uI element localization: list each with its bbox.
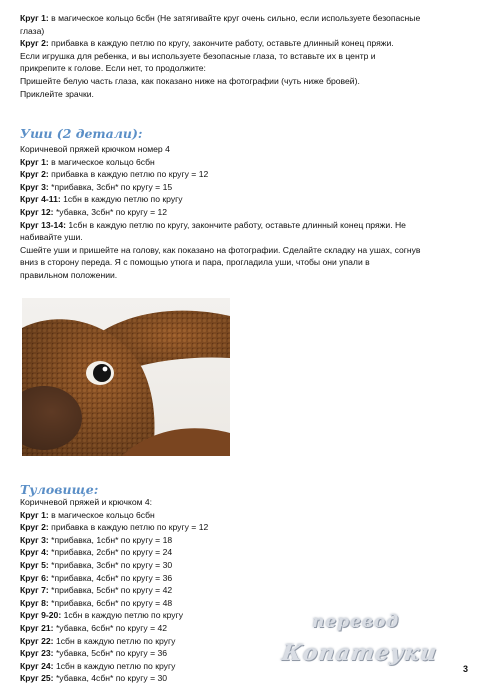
ears-paragraph: правильном положении. (20, 269, 118, 280)
ears-row: Круг 13-14: 1сбн в каждую петлю по кругу, закончите работу, оставьте длинный конец пряжи. Не (20, 219, 406, 230)
intro-line: Приклейте зрачки. (20, 88, 94, 99)
body-row: Круг 7: *прибавка, 5сбн* по кругу = 42 (20, 585, 173, 596)
body-row: Круг 2: прибавка в каждую петлю по кругу = 12 (20, 522, 209, 533)
body-row: Круг 6: *прибавка, 4сбн* по кругу = 36 (20, 572, 173, 583)
toy-ear-photo-drawing (22, 298, 230, 456)
intro-line: Если игрушка для ребенка, и вы используете безопасные глаза, то вставьте их в центр и (20, 50, 376, 61)
toy-ear-photo (22, 298, 230, 456)
ears-row: Круг 1: в магическое кольцо 6сбн (20, 156, 155, 167)
ears-row: Круг 12: *убавка, 3сбн* по кругу = 12 (20, 206, 168, 217)
ears-row: Круг 2: прибавка в каждую петлю по кругу = 12 (20, 169, 209, 180)
intro-block (20, 12, 475, 100)
body-row: Круг 22: 1сбн в каждую петлю по кругу (20, 635, 176, 646)
body-row: Круг 8: *прибавка, 6сбн* по кругу = 48 (20, 597, 173, 608)
body-row: Круг 23: *убавка, 5сбн* по кругу = 36 (20, 648, 168, 659)
body-subtitle: Коричневой пряжей и крючком 4: (20, 497, 153, 507)
ears-row: Круг 3: *прибавка, 3сбн* по кругу = 15 (20, 181, 173, 192)
body-heading: Туловище: (20, 482, 99, 497)
ears-subtitle: Коричневой пряжей крючком номер 4 (20, 144, 170, 154)
intro-line: Пришейте белую часть глаза, как показано ниже на фотографии (чуть ниже бровей). (20, 75, 360, 86)
watermark-line-2: Копатеуки (280, 640, 440, 666)
page-number: 3 (463, 664, 469, 674)
ears-row-cont: набивайте уши. (20, 232, 83, 243)
body-row: Круг 3: *прибавка, 1сбн* по кругу = 18 (20, 534, 173, 545)
body-row: Круг 25: *убавка, 4сбн* по кругу = 30 (20, 673, 168, 684)
body-row: Круг 24: 1сбн в каждую петлю по кругу (20, 660, 176, 671)
watermark-line-1: перевод (312, 612, 400, 632)
body-row: Круг 9-20: 1сбн в каждую петлю по кругу (20, 610, 184, 621)
body-row: Круг 4: *прибавка, 2сбн* по кругу = 24 (20, 547, 173, 558)
ears-paragraph: Сшейте уши и пришейте на голову, как показано на фотографии. Сделайте складку на ушах, согнув (20, 244, 421, 255)
ears-row: Круг 4-11: 1сбн в каждую петлю по кругу (20, 194, 183, 205)
intro-round-1-cont: глаза) (20, 25, 45, 36)
intro-line: прикрепите к голове. Если нет, то продолжите: (20, 63, 206, 74)
body-row: Круг 21: *убавка, 6сбн* по кругу = 42 (20, 622, 168, 633)
ears-heading: Уши (2 детали): (20, 126, 143, 141)
ears-block (20, 143, 475, 282)
body-row: Круг 1: в магическое кольцо 6сбн (20, 509, 155, 520)
translator-watermark (282, 612, 442, 674)
ears-paragraph: вниз в сторону переда. Я с помощью утюга и пара, прогладила уши, чтобы они упали в (20, 257, 370, 268)
body-row: Круг 5: *прибавка, 3сбн* по кругу = 30 (20, 559, 173, 570)
intro-round-2: Круг 2: прибавка в каждую петлю по кругу, закончите работу, оставьте длинный конец пряжи. (20, 38, 394, 49)
intro-round-1: Круг 1: в магическое кольцо 6сбн (Не затягивайте круг очень сильно, если используете безопасные (20, 13, 421, 23)
